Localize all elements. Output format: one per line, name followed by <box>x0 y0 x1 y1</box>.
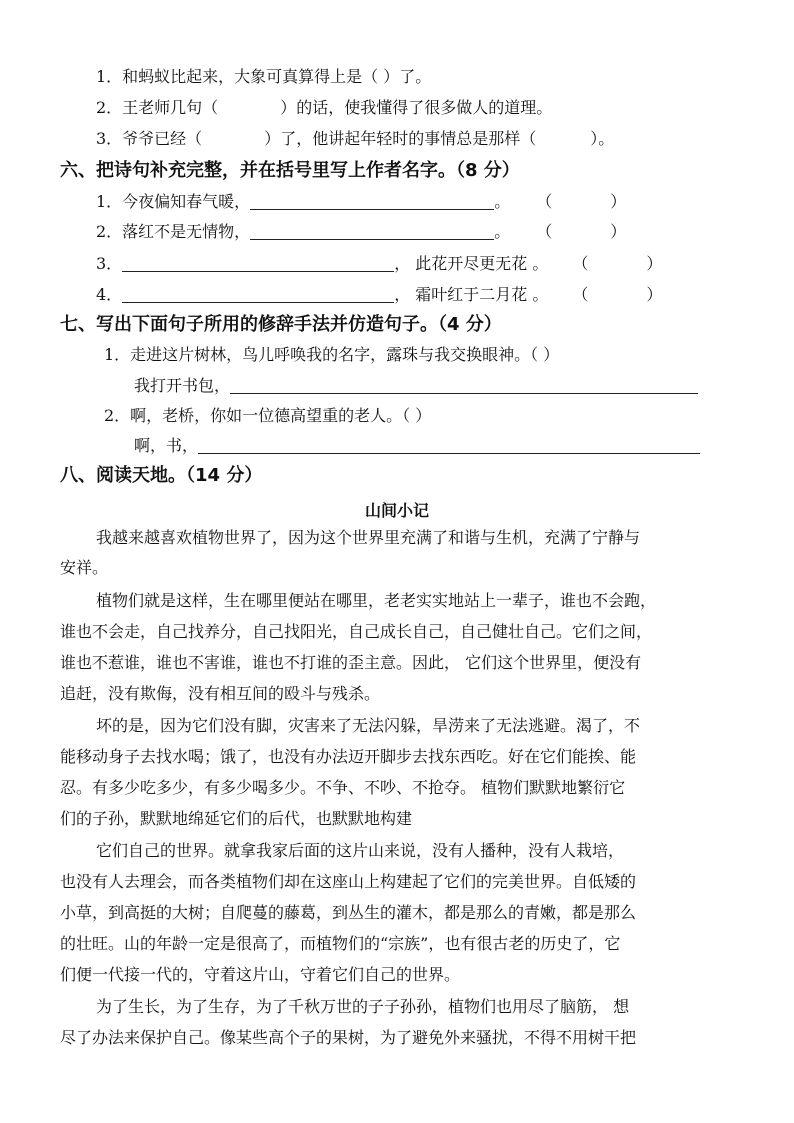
passage-line: 谁也不惹谁，谁也不害谁，谁也不打谁的歪主意。因此， 它们这个世界里，便没有 <box>60 653 642 672</box>
s6-l1-end: 。 <box>494 192 511 211</box>
s6-l2-end: 。 <box>494 222 511 241</box>
s5-q3 <box>96 128 614 150</box>
passage-line: 坏的是，因为它们没有脚，灾害来了无法闪躲，旱涝来了无法逃避。渴了，不 <box>96 716 641 735</box>
s6-l1-paren-open: （ <box>536 192 553 211</box>
s6-line1 <box>96 191 626 213</box>
s6-l4-paren-close: ） <box>646 285 663 304</box>
s7-q2-imitation <box>134 435 700 457</box>
s6-l4-text: ， 霜叶红于二月花 。 <box>394 285 549 304</box>
section6-heading: 六、把诗句补充完整，并在括号里写上作者名字。（8 分） <box>60 160 520 181</box>
s5-q2-start: 2．王老师几句（ <box>96 98 219 117</box>
passage-line: 们便一代接一代的，守着这片山，守着它们自己的世界。 <box>60 965 461 984</box>
s5-q3-mid: ）了，他讲起年轻时的事情总是那样（ <box>264 129 537 148</box>
passage-line: 也没有人去理会，而各类植物们却在这座山上构建起了它们的完美世界。自低矮的 <box>60 872 637 891</box>
passage-line: 尽了办法来保护自己。像某些高个子的果树，为了避免外来骚扰，不得不用树干把 <box>60 1028 637 1047</box>
s6-l2-blank[interactable] <box>250 223 494 240</box>
passage-line: 们的子孙，默默地绵延它们的后代，也默默地构建 <box>60 809 413 828</box>
s5-q2 <box>96 97 552 119</box>
passage-line: 忍。有多少吃多少，有多少喝多少。不争、不吵、不抢夺。 植物们默默地繁衍它 <box>60 778 626 797</box>
s7-q2-blank[interactable] <box>198 437 700 454</box>
s6-l1-text: 1．今夜偏知春气暖， <box>96 192 251 211</box>
s6-l3-paren-open: （ <box>572 254 589 273</box>
passage-line: 能移动身子去找水喝；饿了，也没有办法迈开脚步去找东西吃。好在它们能挨、能 <box>60 747 637 766</box>
s6-l3-num: 3． <box>96 254 123 273</box>
s6-l1-paren-close: ） <box>610 192 627 211</box>
passage-line: 小草，到高挺的大树；自爬蔓的藤葛，到丛生的灌木，都是那么的青嫩，都是那么 <box>60 903 637 922</box>
s5-q3-end: ）。 <box>590 129 615 148</box>
s7-q1-prompt: 我打开书包， <box>134 376 231 395</box>
s6-line4 <box>96 284 662 306</box>
s7-q1-blank[interactable] <box>230 377 698 394</box>
s7-q1: 1．走进这片树林，鸟儿呼唤我的名字，露珠与我交换眼神。（ ） <box>104 345 560 364</box>
s6-l2-text: 2．落红不是无情物， <box>96 222 251 241</box>
s6-line2 <box>96 221 626 243</box>
s6-line3 <box>96 253 662 275</box>
s6-l3-text: ， 此花开尽更无花 。 <box>394 254 549 273</box>
passage-title: 山间小记 <box>364 501 429 520</box>
s5-q3-start: 3．爷爷已经（ <box>96 129 203 148</box>
passage-line: 为了生长，为了生存，为了千秋万世的子子孙孙，植物们也用尽了脑筋， 想 <box>96 997 630 1016</box>
s6-l2-paren-close: ） <box>610 222 627 241</box>
s5-q2-end: ）的话，使我懂得了很多做人的道理。 <box>280 98 553 117</box>
s7-q2-prompt: 啊，书， <box>134 436 199 455</box>
s5-q1: 1．和蚂蚁比起来，大象可真算得上是（ ）了。 <box>96 67 432 86</box>
passage-line: 追赶，没有欺侮，没有相互间的殴斗与残杀。 <box>60 684 381 703</box>
s6-l3-blank[interactable] <box>122 255 394 272</box>
s6-l4-blank[interactable] <box>122 286 394 303</box>
passage-line: 植物们就是这样，生在哪里便站在哪里，老老实实地站上一辈子，谁也不会跑， <box>96 591 657 610</box>
section8-heading: 八、阅读天地。（14 分） <box>60 465 263 486</box>
passage-line: 的壮旺。山的年龄一定是很高了，而植物们的“宗族”，也有很古老的历史了，它 <box>60 934 621 953</box>
passage-line: 谁也不会走，自己找养分，自己找阳光，自己成长自己，自己健壮自己。它们之间， <box>60 622 653 641</box>
s6-l2-paren-open: （ <box>536 222 553 241</box>
s6-l4-paren-open: （ <box>572 285 589 304</box>
s6-l4-num: 4． <box>96 285 123 304</box>
section7-heading: 七、写出下面句子所用的修辞手法并仿造句子。（4 分） <box>60 314 502 335</box>
passage-line: 我越来越喜欢植物世界了，因为这个世界里充满了和谐与生机，充满了宁静与 <box>96 528 641 547</box>
s7-q2: 2．啊，老桥，你如一位德高望重的老人。（ ） <box>104 406 432 425</box>
s6-l1-blank[interactable] <box>250 193 494 210</box>
passage-line: 它们自己的世界。就拿我家后面的这片山来说，没有人播种，没有人栽培， <box>96 841 625 860</box>
s6-l3-paren-close: ） <box>646 254 663 273</box>
passage-line: 安祥。 <box>60 558 109 577</box>
s7-q1-imitation <box>134 375 698 397</box>
